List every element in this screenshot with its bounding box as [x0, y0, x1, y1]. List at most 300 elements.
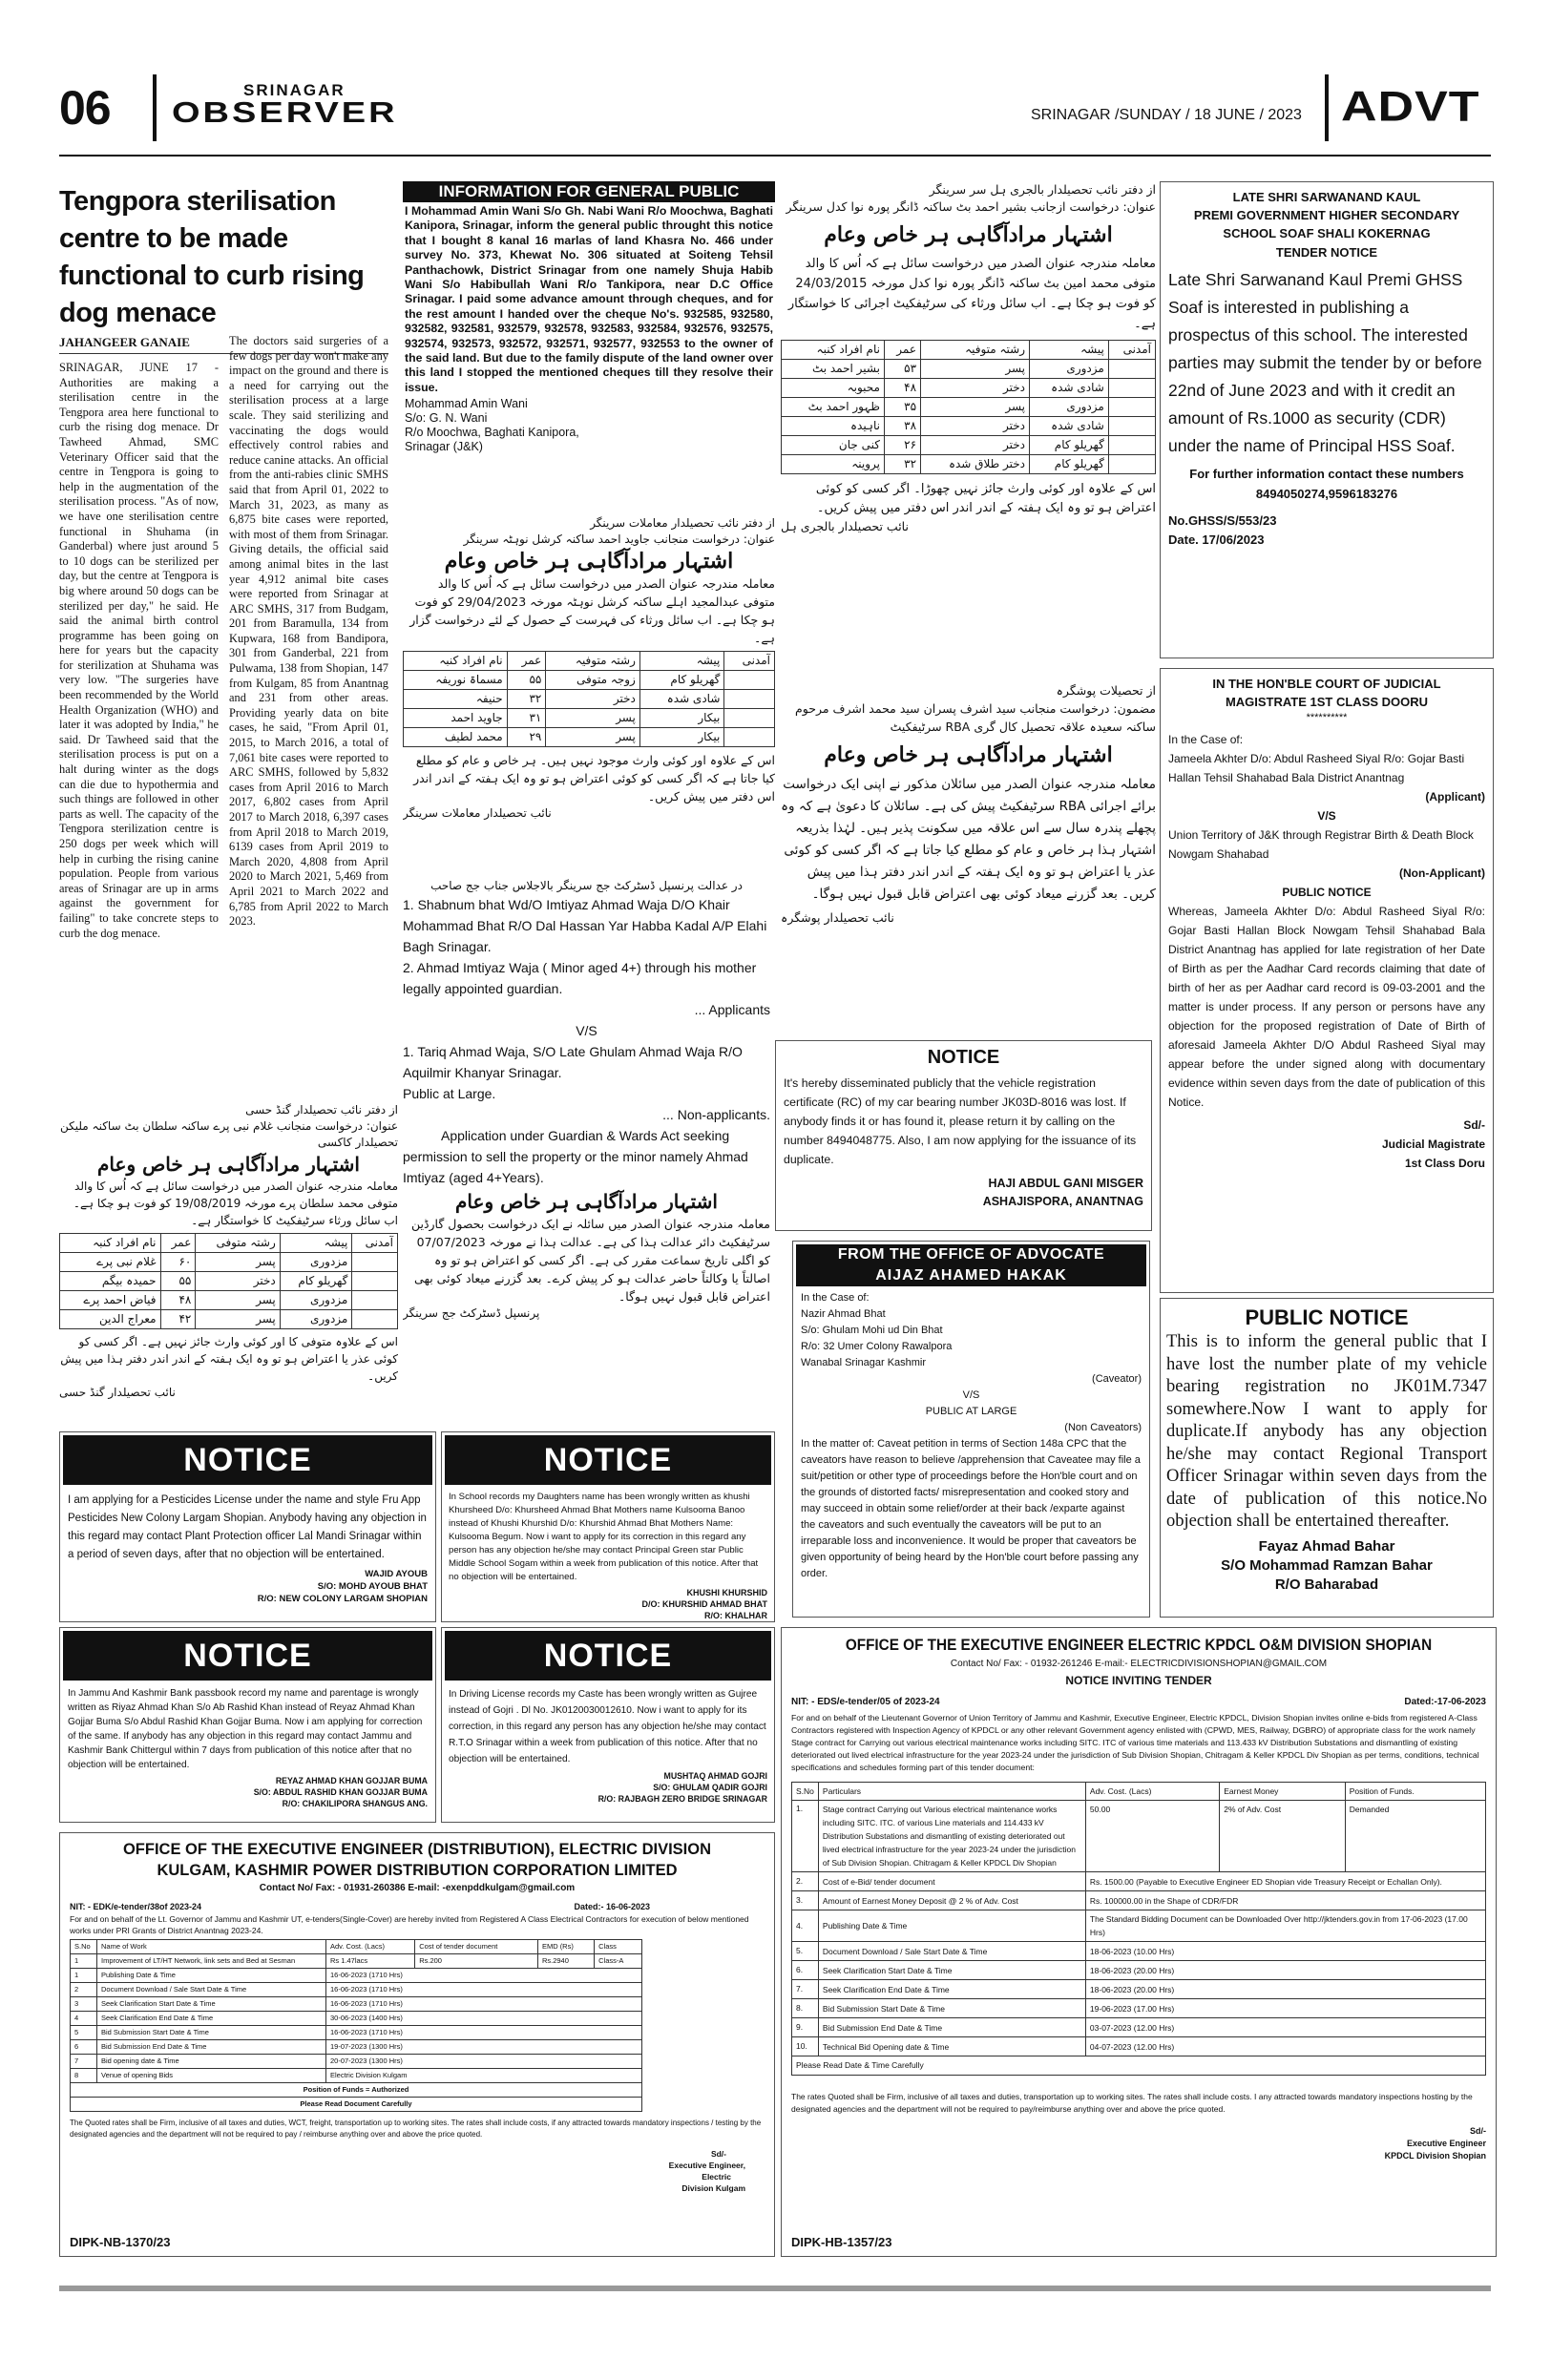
- cell: گھریلو کام: [1030, 436, 1109, 455]
- cell: Class-A: [595, 1954, 642, 1969]
- cell: بیکار: [639, 709, 724, 728]
- cell: [1108, 379, 1155, 398]
- cell: گھریلو کام: [639, 671, 724, 690]
- court-stars: **********: [1306, 712, 1348, 723]
- cell: Please Read Date & Time Carefully: [792, 2056, 1486, 2076]
- table-row: [404, 728, 775, 747]
- tender-footer: The Quoted rates shall be Firm, inclusive of all taxes and duties, WCT, freight, transportation up to working sites. The rates shall include costs, if any attracted towards mandatory inspections / testing by the designated agencies and the department will not be required to pay / reimburse anything over and above the price quoted.: [70, 2119, 762, 2139]
- cell: معراج الدین: [60, 1310, 161, 1329]
- table-row: [71, 2026, 642, 2040]
- cell: پسر: [921, 398, 1030, 417]
- signature-name: Fayaz Ahmad Bahar: [1258, 1537, 1395, 1555]
- notice-signature: نائب تحصیلدار گنڈ حسی: [59, 1386, 176, 1399]
- cell: Technical Bid Opening date & Time: [818, 2037, 1085, 2056]
- cell: Amount of Earnest Money Deposit @ 2 % of Adv. Cost: [818, 1891, 1085, 1910]
- cell: [1108, 360, 1155, 379]
- table-row: [782, 360, 1156, 379]
- notice-signature: نائب تحصیلدار پوشگرہ: [781, 910, 894, 925]
- cell: 18-06-2023 (20.00 Hrs): [1085, 1980, 1485, 1999]
- cell: ۳۲: [507, 690, 546, 709]
- cell: گھریلو کام: [280, 1272, 352, 1291]
- notice-body: In Driving License records my Caste has been wrongly written as Gujree instead of Gojri . Dl No. JK0120030012610. Now i want to apply for its correction, in this regard any person has any objection he/she may contact R.T.O Srinagar within a week from publication of this notice. After that no objection will be entertained.: [449, 1689, 766, 1764]
- cell: شادی شدہ: [639, 690, 724, 709]
- cell: 04-07-2023 (12.00 Hrs): [1085, 2037, 1485, 2056]
- col-sno: S.No: [792, 1783, 819, 1801]
- cell: [724, 709, 775, 728]
- col-adv-cost: Adv. Cost. (Lacs): [326, 1940, 415, 1954]
- cell: [352, 1272, 398, 1291]
- tender-sd: Sd/-: [710, 2149, 726, 2159]
- notice-body: It's hereby disseminated publicly that the vehicle registration certificate (RC) of my car bearing number JK03D-8016 was lost. If anybody finds it or has found it, please return it by calling on the number 8494048775. Also, I am now applying for the issuance of its duplicate.: [784, 1076, 1137, 1166]
- cell: Rs. 100000.00 in the Shape of CDR/FDR: [1085, 1891, 1485, 1910]
- cell: کنی جان: [782, 436, 885, 455]
- story-column-1: SRINAGAR, JUNE 17 - Authorities are making a sterilisation centre in the Tengpora area here functional to curb the rising dog menace. Dr Tawheed Ahmad, SMC Veterinary Officer said that the centre in Tengpora is going to help in the augmentation of the sterilisation process. "As of now, we have one sterilisation centre functional in Shuhama (in Ganderbal) where just around 5 to 10 dogs can be sterilized per day, but the centre at Tengpora is big where around 50 dogs can be sterilized per day," he said. He said the animal birth control programme has been going on here for years but the capacity for sterilization at Shuhama was very low. "The surgeries have been recommended by the World Health Organization (WHO) and later it was adopted by India," he said. Dr Tawheed said that the sterilisation process is put on a halt during winter as the dogs can die due to hypothermia and such things are followed in other parts as well. The capacity of the Tengpora sterilization centre is 250 dogs per week which will help in curbing the rising canine population. People from various areas of Srinagar are up in arms against the government for failing" to take concrete steps to curb the dog menace.: [59, 361, 219, 940]
- cell: پسر: [196, 1310, 280, 1329]
- case-label: In the Case of:: [801, 1292, 870, 1304]
- notice-vehicle-rc: [775, 1040, 1152, 1231]
- signature-name: HAJI ABDUL GANI MISGER: [988, 1177, 1143, 1190]
- notice-title: NOTICE: [445, 1631, 771, 1681]
- page-number: 06: [59, 84, 111, 132]
- section-label: ADVT: [1341, 86, 1480, 129]
- table-row: [404, 690, 775, 709]
- notice-body: معاملہ مندرجہ عنوان الصدر میں درخواست سائل ہے کہ اُس کا والد متوفی محمد سلطان پرے مورخہ 19/08/2019 کو فوت ہو چکا ہے۔ اب سائل ورثاء سرٹیفکیٹ کا خواستگار ہے۔: [73, 1180, 398, 1227]
- tender-intro: For and on behalf of the Lieutenant Governor of Union Territory of Jammu and Kashmir, Executive Engineer, Electric KPDCL, Division Shopian invites online e-bids from registered A-Class Contractors registered with Inspection Agency of KPDCL or any other relevant Government agency enlisted with (CPWD, MES, Railway, DGBRO) of appropriate class for the work namely Stage contract for Carrying out various electrical maintenance works including SITC. ITC of various time materials and 113.433 kV Distribution Substations and dismantling of existing deteriorated out lived electrical infrastructure for the year 2023-24 under the jurisdiction of Sub Division Shopian, Chitragam & Keller KPDCL Div Shopian as per terms, conditions, technical specifications and schedules forming part of this tender document:: [791, 1713, 1479, 1772]
- cell: 6.: [792, 1961, 819, 1980]
- col-income: آمدنی: [1108, 341, 1155, 360]
- cell: Rs 1.47lacs: [326, 1954, 415, 1969]
- tender-date: Date. 17/06/2023: [1168, 532, 1265, 547]
- table-row: [404, 671, 775, 690]
- cell: [724, 690, 775, 709]
- notice-title: NOTICE: [63, 1435, 432, 1485]
- school-tender-notice: [1160, 181, 1494, 658]
- table-row: [60, 1291, 398, 1310]
- cell: 3: [71, 1997, 97, 2012]
- col-funds: Position of Funds.: [1345, 1783, 1485, 1801]
- col-occupation: پیشہ: [639, 652, 724, 671]
- col-name: نام افراد کنبہ: [404, 652, 508, 671]
- signature-name: WAJID AYOUB: [365, 1569, 428, 1579]
- cell: حنیفہ: [404, 690, 508, 709]
- cell: Stage contract Carrying out Various electrical maintenance works including SITC. ITC. of various Line materials and 114.433 kV Distribution Substations and dismantling of existing deteriorated out lived electrical infrastructure for the year 2023-24 under the jurisdiction of Sub Division Shopian. Chitragam & Keller KPDCL Div Shopian: [818, 1801, 1085, 1872]
- tender-sign-3: Division Kulgam: [681, 2183, 745, 2193]
- respondent-1: 1. Tariq Ahmad Waja, S/O Late Ghulam Ahmad Waja R/O Aquilmir Khanyar Srinagar.: [403, 1044, 743, 1080]
- dateline: SRINAGAR /SUNDAY / 18 JUNE / 2023: [1031, 108, 1302, 123]
- cell: Bid Submission End Date & Time: [97, 2040, 326, 2055]
- notice-signature: نائب تحصیلدار معاملات سرینگر: [403, 806, 552, 820]
- col-occupation: پیشہ: [280, 1234, 352, 1253]
- cell: 7: [71, 2055, 97, 2069]
- table-row: [792, 1891, 1486, 1910]
- signature-parent: S/o: G. N. Wani: [405, 411, 488, 426]
- table-row: [71, 1969, 642, 1983]
- table-row: [71, 2012, 642, 2026]
- cell: 30-06-2023 (1400 Hrs): [326, 2012, 642, 2026]
- info-general-public-ad: [403, 181, 775, 511]
- cell: [1108, 455, 1155, 474]
- court-title-2: MAGISTRATE 1ST CLASS DOORU: [1225, 695, 1429, 709]
- cell: 1.: [792, 1801, 819, 1872]
- col-emd: Earnest Money: [1220, 1783, 1345, 1801]
- court-sign-2: 1st Class Doru: [1404, 1157, 1485, 1170]
- signature-city: Srinagar (J&K): [405, 440, 483, 454]
- cell: مزدوری: [1030, 398, 1109, 417]
- tender-body: Late Shri Sarwanand Kaul Premi GHSS Soaf is interested in publishing a prospectus of this school. The interested parties may submit the tender by or before 22nd of June 2023 and with it credit an amount of Rs.1000 as security (CDR) under the name of Principal HSS Soaf.: [1168, 270, 1482, 455]
- school-name-1: LATE SHRI SARWANAND KAUL: [1232, 190, 1421, 204]
- court-sd: Sd/-: [1463, 1118, 1485, 1132]
- notice-school-record: [441, 1431, 775, 1622]
- tender-footer: The rates Quoted shall be Firm, inclusive of all taxes and duties, transportation up to working sites. The rates shall include costs. I any attracted towards mandatory inspections hosting by the designated agencies and the department will not be required to pay/reimburse anything over and above the price quoted.: [791, 2092, 1473, 2114]
- cell: مزدوری: [280, 1291, 352, 1310]
- cell: Demanded: [1345, 1801, 1485, 1872]
- notice-body: I am applying for a Pesticides License under the name and style Fru App Pesticides New Colony Largam Shopian. Anybody having any objection in this regard may contact Plant Protection officer Lal Mandi Srinagar within a period of seven days, after that no objection will be entertained.: [68, 1494, 427, 1560]
- notice-title: NOTICE: [63, 1631, 432, 1681]
- cell: Electric Division Kulgam: [326, 2069, 642, 2083]
- cell: دختر: [196, 1272, 280, 1291]
- cell: 7.: [792, 1980, 819, 1999]
- cell: دختر طلاق شدہ: [921, 455, 1030, 474]
- heirs-table: [781, 340, 1156, 474]
- footer-rule: [59, 2286, 1491, 2291]
- cell: حمیدہ بیگم: [60, 1272, 161, 1291]
- notice-body: معاملہ مندرجہ عنوان الصدر میں سائلان مذکور نے اپنی ایک درخواست برائے اجرائی RBA سرٹیفکیٹ پیش کی ہے۔ سائلان کا دعویٰ ہے کہ وہ پچھلے پندرہ سال سے اس علاقہ میں سکونت پذیر ہیں۔ لہٰذا بذریعہ اشتہار ہذا ہر خاص و عام کو مطلع کیا جاتا ہے کہ اگر کسی کو کوئی عذر یا اعتراض ہو تو وہ ایک ہفتہ کے اندر اندر دفتر ہذا میں پیش کریں۔ بعد گزرنے میعاد کوئی بھی اعتراض قابل قبول نہیں ہوگا۔: [781, 777, 1156, 902]
- table-row: [71, 2055, 642, 2069]
- notice-body: معاملہ مندرجہ عنوان الصدر میں درخواست سائل ہے کہ اُس کا والد متوفی محمد امین بٹ ساکنہ ڈانگر پورہ نوا کدل مورخہ 24/03/2015 کو فوت ہو چکا ہے۔ اب سائل ورثاء کی سرٹیفکیٹ اجرائی کا خواستگار ہے۔: [787, 257, 1156, 331]
- table-row: [60, 1310, 398, 1329]
- cell: پسر: [196, 1253, 280, 1272]
- urdu-heading: اشتہار مرادآگاہی ہر خاص وعام: [455, 1190, 718, 1213]
- cell: Bid opening date & Time: [97, 2055, 326, 2069]
- versus: V/S: [576, 1023, 597, 1038]
- notice-title: PUBLIC NOTICE: [1245, 1305, 1409, 1329]
- caveator-tag: (Caveator): [1092, 1373, 1142, 1385]
- tender-notice-title: TENDER NOTICE: [1275, 245, 1378, 260]
- cell: Seek Clarification End Date & Time: [97, 2012, 326, 2026]
- office-line: از دفتر نائب تحصیلدار بالجری ہل سر سرینگر: [929, 182, 1156, 197]
- col-income: آمدنی: [352, 1234, 398, 1253]
- cell: 9.: [792, 2018, 819, 2037]
- tender-office-title: OFFICE OF THE EXECUTIVE ENGINEER ELECTRIC KPDCL O&M DIVISION SHOPIAN: [845, 1636, 1433, 1654]
- tender-nit: NIT: - EDK/e-tender/38of 2023-24: [70, 1902, 202, 1911]
- notice-bank-passbook: [59, 1627, 436, 1823]
- versus: V/S: [962, 1389, 980, 1401]
- kpdcl-kulgam-tender: [59, 1832, 775, 2257]
- col-adv-cost: Adv. Cost. (Lacs): [1085, 1783, 1219, 1801]
- office-line: از تحصیلات پوشگرہ: [1056, 683, 1156, 698]
- table-row: [792, 1980, 1486, 1999]
- caveator-address-2: Wanabal Srinagar Kashmir: [801, 1357, 927, 1368]
- tender-subtitle: NOTICE INVITING TENDER: [1065, 1674, 1212, 1687]
- col-emd: EMD (Rs): [537, 1940, 594, 1954]
- cell: 1: [71, 1954, 97, 1969]
- tender-code: DIPK-HB-1357/23: [791, 2235, 892, 2249]
- school-name-2: PREMI GOVERNMENT HIGHER SECONDARY: [1193, 208, 1460, 222]
- signature-parent: S/O Mohammad Ramzan Bahar: [1221, 1556, 1433, 1574]
- ad-body: I Mohammad Amin Wani S/o Gh. Nabi Wani R/o Moochwa, Baghati Kanipora, Srinagar, inform the general public throught this notice that I bought 8 kanal 16 marlas of land Khasra No. 466 under survey No. 373, Khewat No. 306 situated at Soiteng Tehsil Panthachowk, District Srinagar from one namely Shuja Habib Wani S/o Habibullah Wani R/o Tankipora, near D.C Office Srinagar. I paid some advance amount through cheques, and for the rest amount I handed over the cheque No's. 932585, 932580, 932582, 932581, 932579, 932578, 932583, 932584, 932576, 932575, 932574, 932573, 932572, 932571, 932577, 932553 to the owner of the said land. But due to the family dispute of the land owner over this land I stopped the mentioned cheques till they resolve their issue.: [405, 204, 773, 394]
- cell: مزدوری: [1030, 360, 1109, 379]
- cell: [1108, 417, 1155, 436]
- cell: Bid Submission End Date & Time: [818, 2018, 1085, 2037]
- notice-pesticides: [59, 1431, 436, 1622]
- notice-heading: اشتہار مرادآگاہی ہر خاص وعام: [444, 549, 734, 574]
- table-row: [792, 2018, 1486, 2037]
- urdu-notice-heirship-1: [403, 515, 775, 873]
- cell: محبوبہ: [782, 379, 885, 398]
- court-sign-1: Judicial Magistrate: [1381, 1138, 1485, 1151]
- col-name: نام افراد کنبہ: [782, 341, 885, 360]
- cell: ۳۲: [884, 455, 920, 474]
- tender-intro: For and on behalf of the Lt. Governor of Jammu and Kashmir UT, e-tenders(Single-Cover) are hereby invited from Registered A Class Electrical Contractors for execution of below mentioned works under PRI Grants of District Anantnag 2023-24.: [70, 1914, 749, 1935]
- cell: Venue of opening Bids: [97, 2069, 326, 2083]
- tender-contact: For further information contact these numbers 8494050274,9596183276: [1189, 467, 1464, 501]
- respondent-2: Public at Large.: [403, 1086, 496, 1101]
- tender-sign-1: Executive Engineer: [1406, 2139, 1486, 2148]
- table-row: [792, 1872, 1486, 1891]
- caveator-address-1: R/o: 32 Umer Colony Rawalpora: [801, 1341, 953, 1352]
- signature-parent: D/O: KHURSHID AHMAD BHAT: [641, 1599, 767, 1609]
- cell: Bid Submission Start Date & Time: [97, 2026, 326, 2040]
- cell: Seek Clarification End Date & Time: [818, 1980, 1085, 1999]
- ad-title: INFORMATION FOR GENERAL PUBLIC: [403, 181, 775, 202]
- cell: شادی شدہ: [1030, 417, 1109, 436]
- office-line: از دفتر نائب تحصیلدار معاملات سرینگر: [590, 516, 775, 530]
- notice-title: NOTICE: [927, 1047, 1000, 1068]
- cell: 5.: [792, 1942, 819, 1961]
- cell: 2.: [792, 1872, 819, 1891]
- col-occupation: پیشہ: [1030, 341, 1109, 360]
- table-row: [782, 417, 1156, 436]
- cell: 5: [71, 2026, 97, 2040]
- table-row: [71, 2040, 642, 2055]
- tender-sign-2: Electric: [702, 2172, 731, 2182]
- col-name: نام افراد کنبہ: [60, 1234, 161, 1253]
- cell: دختر: [921, 436, 1030, 455]
- tender-sign-2: KPDCL Division Shopian: [1384, 2151, 1486, 2161]
- col-age: عمر: [160, 1234, 196, 1253]
- caveat-title-2: AIJAZ AHAMED HAKAK: [796, 1265, 1146, 1286]
- cell: [1108, 398, 1155, 417]
- signature-address: R/O: KHALHAR: [704, 1611, 767, 1620]
- cell: ۲۶: [884, 436, 920, 455]
- cell: [352, 1253, 398, 1272]
- court-body: Whereas, Jameela Akhter D/o: Abdul Rasheed Siyal R/o: Gojar Basti Hallan Block Nowgam Tehsil Shahabad Bala District Anantnag has applied for late registration of her Date of Birth as per the Aadhar Card records claiming that date of birth of her as per Aadhar card record is 09-03-2001 and the matter is under process. If any person or persons have any objection for the proposed registration of Date of Birth of aforesaid Jameela Akhter D/O Abdul Rasheed Siyal may appear before the under signed along with documentary evidence within seven days from the date of publication of this Notice.: [1168, 905, 1485, 1109]
- signature-parent: S/O: ABDUL RASHID KHAN GOJJAR BUMA: [253, 1787, 428, 1797]
- table-row: [71, 1983, 642, 1997]
- office-line: از دفتر نائب تحصیلدار گنڈ حسی: [245, 1103, 398, 1117]
- cell: دختر: [546, 690, 640, 709]
- cell: 20-07-2023 (1300 Hrs): [326, 2055, 642, 2069]
- signature-name: MUSHTAQ AHMAD GOJRI: [663, 1771, 767, 1781]
- cell: 8: [71, 2069, 97, 2083]
- cell: Please Read Document Carefully: [71, 2098, 642, 2112]
- cell: پسر: [921, 360, 1030, 379]
- cell: مزدوری: [280, 1253, 352, 1272]
- cell: 10.: [792, 2037, 819, 2056]
- cell: Seek Clarification Start Date & Time: [818, 1961, 1085, 1980]
- urdu-notice-rba: [781, 682, 1156, 1035]
- signature-address: R/O: CHAKILIPORA SHANGUS ANG.: [282, 1799, 428, 1808]
- public-notice-label: PUBLIC NOTICE: [1282, 886, 1372, 899]
- caveator-name: Nazir Ahmad Bhat: [801, 1308, 886, 1320]
- signature-name: REYAZ AHMAD KHAN GOJJAR BUMA: [275, 1776, 428, 1785]
- case-label: In the Case of:: [1168, 733, 1244, 746]
- cell: 8.: [792, 1999, 819, 2018]
- cell: Publishing Date & Time: [818, 1910, 1085, 1942]
- cell: شادی شدہ: [1030, 379, 1109, 398]
- cell: غلام نبی پرے: [60, 1253, 161, 1272]
- cell: ۳۵: [884, 398, 920, 417]
- col-income: آمدنی: [724, 652, 775, 671]
- heirs-table: [59, 1233, 398, 1329]
- kpdcl-shopian-tender: [781, 1627, 1497, 2257]
- table-row: [71, 1997, 642, 2012]
- signature-address: R/o Moochwa, Baghati Kanipora,: [405, 426, 579, 440]
- notice-body: In School records my Daughters name has been wrongly written as khushi Khursheed D/o: Khursheed Ahmad Bhat Mothers name Kulsooma Banoo instead of Khushi Khurshid D/o: Khurshid Ahmad Bhat Mothers Name: Kulsooma Begum. Now i want to apply for its correction in this regard any person has any objection he/she may contact Principal Green star Public Middle School Sogam within a week from publication of this notice. After that no objection will be entertained.: [449, 1492, 759, 1582]
- table-row: [792, 2056, 1486, 2076]
- table-row: [60, 1272, 398, 1291]
- story-headline: Tengpora sterilisation centre to be made functional to curb rising dog menace: [59, 186, 365, 328]
- public-at-large: PUBLIC AT LARGE: [925, 1406, 1017, 1417]
- urdu-body: معاملہ مندرجہ عنوان الصدر میں سائلہ نے ایک درخواست بحصول گارڈین سرٹیفکیٹ دائر عدالت ہذا کی ہے۔ عدالت ہذا نے مورخہ 07/07/2023 کو اگلی تاریخ سماعت مقرر کی ہے۔ اگر کسی کو اعتراض ہو تو وہ اصالتاً یا وکالتاً حاضر عدالت ہو کر پیش کرے۔ بعد گزرنے میعاد کوئی بھی اعتراض قابل قبول نہیں ہوگا۔: [410, 1217, 770, 1304]
- signature-address: R/O Baharabad: [1274, 1576, 1379, 1593]
- caveator-parent: S/o: Ghulam Mohi ud Din Bhat: [801, 1325, 943, 1336]
- subject-line: عنوان: درخواست منجانب غلام نبی پرے ساکنہ سلطان بٹ ساکنہ ملیکن تحصیلدار کاکسی: [59, 1119, 398, 1149]
- notice-body: In Jammu And Kashmir Bank passbook record my name and parentage is wrongly written as Riyaz Ahmad Khan S/o Ab Rashid Khan instead of Reyaz Ahmad Khan Gojjar Buma S/o Abdul Rashid Khan Gojjar Buma. Now i am applying for correction of the same. If anybody has any objection in this regard may contact Jammu and Kashmir Bank Chittergul within 7 days from publication of this notice after that no objection will be entertained.: [68, 1688, 423, 1770]
- cell: 19-06-2023 (17.00 Hrs): [1085, 1999, 1485, 2018]
- cell: ۳۸: [884, 417, 920, 436]
- cell: [724, 671, 775, 690]
- col-particulars: Particulars: [818, 1783, 1085, 1801]
- story-byline: JAHANGEER GANAIE: [59, 336, 190, 348]
- signature-name: Mohammad Amin Wani: [405, 397, 528, 411]
- cell: بشیر احمد بٹ: [782, 360, 885, 379]
- tender-office-title-1: OFFICE OF THE EXECUTIVE ENGINEER (DISTRIBUTION), ELECTRIC DIVISION: [122, 1841, 712, 1858]
- caveat-body: In the matter of: Caveat petition in terms of Section 148a CPC that the caveators have reason to believe /apprehension that Caveatee may file a suit/petition or other type of proceedings before the Hon'ble court and on the grounds of distorted facts/ misrepresentation and cooked story and may succeed in obtain some relief/order at their back /exparte against the caveators and such eventually the caveators will be put to an irreparable loss and inconvenience. It would be proper that caveators be given opportunity of being heard by the Hon'ble court before passing any order.: [801, 1438, 1141, 1579]
- cell: [352, 1310, 398, 1329]
- table-row: [792, 2037, 1486, 2056]
- col-relation: رشتہ متوفیہ: [921, 341, 1030, 360]
- cell: ۶۰: [160, 1253, 196, 1272]
- tender-contact: Contact No/ Fax: - 01932-261246 E-mail:- ELECTRICDIVISIONSHOPIAN@GMAIL.COM: [950, 1659, 1328, 1669]
- cell: Improvement of LT/HT Network, link sets and Bed at Sesman: [97, 1954, 326, 1969]
- tender-table: [791, 1782, 1486, 2076]
- cell: 16-06-2023 (1710 Hrs): [326, 2026, 642, 2040]
- notice-footer: اس کے علاوہ اور کوئی وارث موجود نہیں ہیں۔ ہر خاص و عام کو مطلع کیا جاتا ہے کہ اگر کسی کو کوئی اعتراض ہو تو وہ ایک ہفتہ کے اندر اندر اس دفتر میں پیش کریں۔: [413, 753, 775, 804]
- cell: 16-06-2023 (1710 Hrs): [326, 1969, 642, 1983]
- non-applicant-tag: (Non-Applicant): [1399, 866, 1485, 880]
- notice-footer: اس کے علاوہ متوفی کا اور کوئی وارث جائز نہیں ہے۔ اگر کسی کو کوئی عذر یا اعتراض ہو تو وہ ایک ہفتہ کے اندر اندر دفتر ہذا میں پیش کریں۔: [60, 1335, 398, 1383]
- cell: ۵۵: [507, 671, 546, 690]
- school-name-3: SCHOOL SOAF SHALI KOKERNAG: [1223, 226, 1431, 240]
- urdu-notice-heirship-2: [781, 181, 1156, 678]
- cell: 19-07-2023 (1300 Hrs): [326, 2040, 642, 2055]
- cell: محمد لطیف: [404, 728, 508, 747]
- notice-heading: اشتہار مرادآگاہی ہر خاص وعام: [97, 1153, 360, 1176]
- cell: Position of Funds = Authorized: [71, 2083, 642, 2098]
- cell: گھریلو کام: [1030, 455, 1109, 474]
- notice-heading: اشتہار مرادآگاہی ہر خاص وعام: [824, 742, 1113, 767]
- table-row: [792, 1801, 1486, 1872]
- cell: 1: [71, 1969, 97, 1983]
- signature-address: R/O: NEW COLONY LARGAM SHOPIAN: [257, 1594, 428, 1604]
- col-age: عمر: [507, 652, 546, 671]
- table-row: [782, 455, 1156, 474]
- petitioner-1: 1. Shabnum bhat Wd/O Imtiyaz Ahmad Waja D/O Khair Mohammad Bhat R/O Dal Hassan Yar Habba Kadal A/P Elahi Bagh Srinagar.: [403, 897, 767, 954]
- tender-date: Dated:- 16-06-2023: [574, 1902, 650, 1911]
- table-row: [792, 1961, 1486, 1980]
- cell: Document Download / Sale Start Date & Time: [97, 1983, 326, 1997]
- cell: Rs.200: [415, 1954, 538, 1969]
- table-row: [792, 1910, 1486, 1942]
- tender-sign-1: Executive Engineer,: [668, 2161, 745, 2170]
- caveat-title-1: FROM THE OFFICE OF ADVOCATE: [796, 1244, 1146, 1265]
- cell: [1108, 436, 1155, 455]
- court-public-notice: [1160, 668, 1494, 1293]
- col-relation: رشتہ متوفی: [196, 1234, 280, 1253]
- table-row: [60, 1253, 398, 1272]
- cell: ۲۹: [507, 728, 546, 747]
- table-row: [71, 1954, 642, 1969]
- cell: ۵۳: [884, 360, 920, 379]
- notice-body: معاملہ مندرجہ عنوان الصدر میں درخواست سائل ہے کہ اُس کا والد متوفی عبدالمجید اہلے ساکنہ کرشل نوہٹہ مورخہ 29/04/2023 کو فوت ہو چکا ہے۔ اب سائل ورثاء کی فہرست کے حصول کے لئے درخواست گزار ہے۔: [409, 576, 775, 645]
- cell: Rs.2940: [537, 1954, 594, 1969]
- table-row: [71, 2069, 642, 2083]
- notice-title: NOTICE: [445, 1435, 771, 1485]
- urdu-signature: پرنسپل ڈسٹرکٹ جج سرینگر: [403, 1306, 540, 1320]
- masthead-rule: [59, 155, 1491, 157]
- tender-nit: NIT: - EDS/e-tender/05 of 2023-24: [791, 1697, 940, 1707]
- story-column-2: The doctors said surgeries of a few dogs per day won't make any impact on the ground and there is a need for carrying out the sterilisation process at a large scale. They said sterilizing and vaccinating the dogs would effectively control rabies and reduce canine attacks. An official from the anti-rabies clinic SMHS said that from April 01, 2022 to March 31, 2023, as many as 6,875 bite cases were reported, with most of them from Srinagar. Giving details, the official said among animal bites in the last year 4,912 animal bite cases were reported from Srinagar at ARC SMHS, 317 from Budgam, 201 from Baramulla, 134 from Kupwara, 168 from Bandipora, 301 from Ganderbal, 221 from Pulwama, 138 from Shopian, 147 from Kulgam, 85 from Anantnag and 231 from other areas. Providing yearly data on bite cases, he said, "From April 01, 2015, to March 2016, a total of 7,061 bite cases were reported to ARC SMHS, followed by 5,832 cases from April 2016 to March 2017, 6,802 cases from April 2017 to March 2018, 6,397 cases from April 2018 to March 2019, 6139 cases from April 2019 to March 2020, 4,808 from April 2020 to March 2021, 5,469 from April 2021 to March 2022 and 6,785 from April 2022 to March 2023.: [229, 334, 388, 929]
- non-applicant: Union Territory of J&K through Registrar Birth & Death Block Nowgam Shahabad: [1168, 828, 1474, 861]
- signature-address: R/O: RAJBAGH ZERO BRIDGE SRINAGAR: [597, 1794, 767, 1804]
- cell: 6: [71, 2040, 97, 2055]
- masthead-divider-right: [1325, 74, 1329, 141]
- notice-footer: اس کے علاوہ اور کوئی وارث جائز نہیں چھوڑا۔ اگر کسی کو کوئی اعتراض ہو تو وہ ایک ہفتہ کے اندر اندر اس دفتر میں پیش کریں۔: [815, 482, 1156, 515]
- cell: مسماۃ نوریفہ: [404, 671, 508, 690]
- cell: دختر: [921, 379, 1030, 398]
- masthead-divider: [153, 74, 157, 141]
- cell: ۵۵: [160, 1272, 196, 1291]
- table-row: [782, 379, 1156, 398]
- cell: 18-06-2023 (10.00 Hrs): [1085, 1942, 1485, 1961]
- signature-parent: S/O: GHULAM QADIR GOJRI: [653, 1783, 767, 1792]
- table-row: [782, 436, 1156, 455]
- non-applicants-tag: ... Non-applicants.: [662, 1107, 770, 1122]
- public-notice-number-plate: [1160, 1298, 1494, 1618]
- urdu-notice-heirship-3: [59, 1102, 398, 1427]
- subject-line: عنوان: درخواست منجانب جاوید احمد ساکنہ کرشل نوہٹہ سرینگر: [463, 532, 775, 546]
- tender-reference: No.GHSS/S/553/23: [1168, 513, 1277, 528]
- guardian-case-notice: [403, 878, 770, 1360]
- cell: 3.: [792, 1891, 819, 1910]
- cell: Cost of e-Bid/ tender document: [818, 1872, 1085, 1891]
- application-summary: Application under Guardian & Wards Act seeking permission to sell the property or the minor namely Ahmad Imtiyaz (aged 4+Years).: [403, 1128, 748, 1185]
- petitioner-2: 2. Ahmad Imtiyaz Waja ( Minor aged 4+) through his mother legally appointed guardian.: [403, 960, 757, 996]
- cell: پسر: [546, 709, 640, 728]
- cell: The Standard Bidding Document can be Downloaded Over http://jktenders.gov.in from 17-06-2023 (17.00 Hrs): [1085, 1910, 1485, 1942]
- court-title-1: IN THE HON'BLE COURT OF JUDICIAL: [1212, 677, 1441, 691]
- caveat-advocate-notice: [792, 1241, 1150, 1618]
- heirs-table: [403, 651, 775, 747]
- cell: 03-07-2023 (12.00 Hrs): [1085, 2018, 1485, 2037]
- cell: Seek Clarification Start Date & Time: [97, 1997, 326, 2012]
- col-work: Name of Work: [97, 1940, 326, 1954]
- col-sno: S.No: [71, 1940, 97, 1954]
- cell: 50.00: [1085, 1801, 1219, 1872]
- applicant-tag: (Applicant): [1425, 790, 1485, 804]
- applicant: Jameela Akhter D/o: Abdul Rasheed Siyal R/o: Gojar Basti Hallan Tehsil Shahabad Bala District Anantnag: [1168, 752, 1465, 784]
